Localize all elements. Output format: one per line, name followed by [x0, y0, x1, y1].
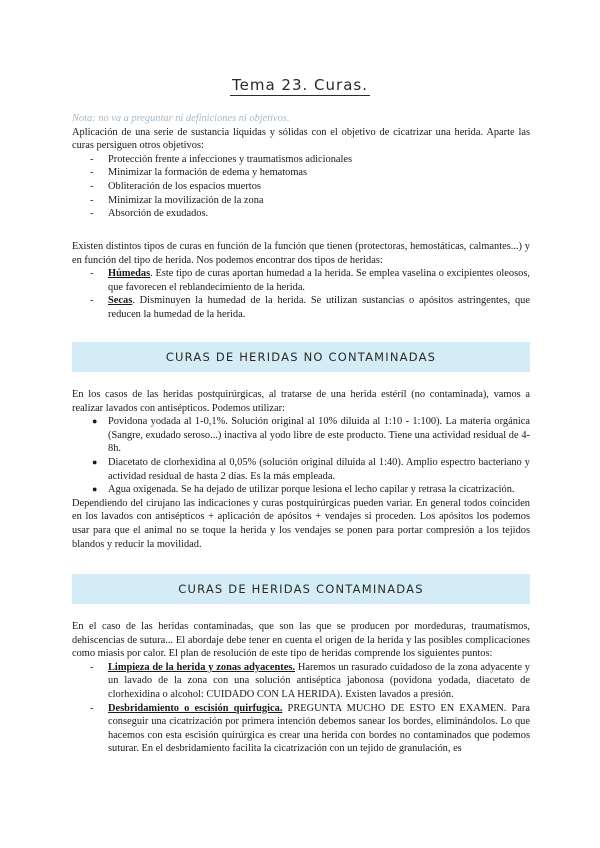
- list-item: - Obliteración de los espacios muertos: [90, 180, 261, 192]
- note-text: Nota: no va a preguntar ni definiciones ni objetivos.: [72, 113, 290, 124]
- list-item: - Minimizar la movilización de la zona: [90, 194, 264, 206]
- list-item: - Absorción de exudados.: [90, 208, 209, 220]
- humedas-label: Húmedas: [108, 268, 151, 280]
- objectives-list: [72, 153, 530, 221]
- section-heading-contaminadas: CURAS DE HERIDAS CONTAMINADAS: [72, 574, 530, 604]
- list-item-limpieza: - Limpieza de la herida y zonas adyacentes. Haremos un rasurado cuidadoso de la zona adyacente y un lavado de la zona con una solución antiséptica jabonosa (povidona yodada, diacetato de clorhexidina o alcohol: CUIDADO CON LA HERIDA). Existen lavados a presión.: [90, 661, 530, 700]
- section1-paragraph: En los casos de las heridas postquirúrgicas, al tratarse de una herida estéril (no contaminada), vamos a realizar lavados con antisépticos. Podemos utilizar:: [72, 389, 530, 414]
- list-item: ● Diacetato de clorhexidina al 0,05% (solución original diluida al 1:40). Amplio espectro bacteriano y actividad residual de hasta 2 días. Es la más empleada.: [92, 456, 530, 482]
- section2-paragraph: En el caso de las heridas contaminadas, que son las que se producen por mordeduras, traumatismos, dehiscencias de sutura... El abordaje debe tener en cuenta el origen de la herida y las posibles complicaciones como miasis por calor. El plan de resolución de este tipo de heridas comprende los siguientes puntos:: [72, 621, 530, 660]
- title-text: Tema 23. Curas.: [232, 76, 368, 94]
- section1-block: [72, 388, 530, 551]
- list-item-secas: - Secas. Disminuyen la humedad de la herida. Se utilizan sustancias o apósitos astringentes, que reducen la humedad de la herida.: [90, 295, 530, 320]
- secas-label: Secas: [108, 295, 133, 307]
- wound-types-list: [72, 267, 530, 321]
- intro-paragraph: Aplicación de una serie de sustancia líquidas y sólidas con el objetivo de cicatrizar una herida. Aparte las curas persiguen otros objetivos:: [72, 126, 530, 152]
- list-item: - Protección frente a infecciones y traumatismos adicionales: [90, 153, 353, 165]
- types-paragraph: Existen distintos tipos de curas en función de la función que tienen (protectoras, hemostáticas, calmantes...) y en función del tipo de herida. Nos podemos encontrar dos tipos de heridas:: [72, 241, 530, 266]
- section2-block: [72, 620, 530, 756]
- intro-block: [72, 112, 530, 221]
- types-block: [72, 240, 530, 322]
- list-item: - Minimizar la formación de edema y hematomas: [90, 167, 308, 179]
- list-item-humedas: - Húmedas. Este tipo de curas aportan humedad a la herida. Se emplea vaselina o excipientes oleosos, que favorecen el reblandecimiento de la herida.: [90, 268, 530, 293]
- list-item: ● Agua oxigenada. Se ha dejado de utilizar porque lesiona el lecho capilar y retrasa la cicatrización.: [92, 484, 515, 496]
- list-item-desbridamiento: - Desbridamiento o escisión quirfugica. PREGUNTA MUCHO DE ESTO EN EXAMEN. Para conseguir una cicatrización por primera intención debemos sanear los bordes, eliminándolos. Lo que hacemos con esta escisión quirúrgica es crear una herida con bordes no contaminados que podemos suturar. En el desbridamiento facilita la cicatrización con un tejido de granulación, es: [90, 702, 530, 755]
- antiseptics-list: [72, 415, 530, 497]
- section-heading-no-contaminadas: CURAS DE HERIDAS NO CONTAMINADAS: [72, 342, 530, 372]
- resolution-steps-list: [72, 661, 530, 756]
- page-title: [0, 76, 600, 94]
- list-item: ● Povidona yodada al 1-0,1%. Solución original al 10% diluida al 1:10 - 1:100). La materia orgánica (Sangre, exudado seroso...) inactiva al yodo libre de este producto. Tiene una actividad residual de 4-8h.: [92, 416, 530, 455]
- section1-closing: Dependiendo del cirujano las indicaciones y curas postquirúrgicas pueden variar. En general todos coinciden en los lavados con antisépticos + aplicación de apósitos + vendajes si proceden. Los apósitos los podemos usar para que el animal no se toque la herida y los vendajes se ponen para portar compresión a los tejidos blandos y reducir la movilidad.: [72, 497, 530, 550]
